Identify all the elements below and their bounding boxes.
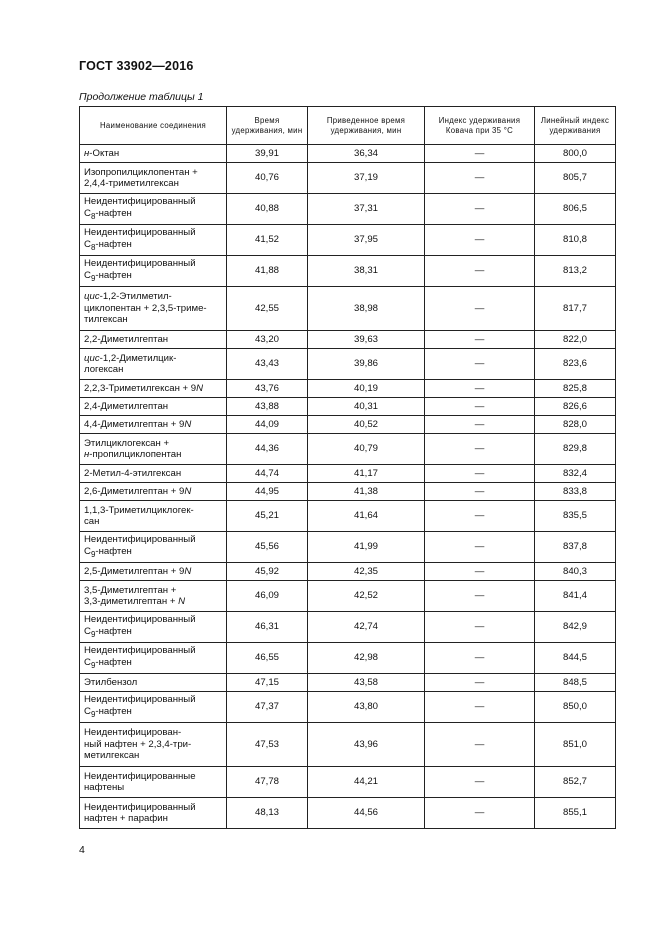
cell-kovats-index: — xyxy=(425,501,535,532)
table-row xyxy=(80,163,616,194)
cell-kovats-index: — xyxy=(425,692,535,723)
cell-kovats-index: — xyxy=(425,767,535,798)
cell-reduced-time: 40,79 xyxy=(308,434,425,465)
cell-retention-time: 43,20 xyxy=(227,331,308,349)
table-caption: Продолжение таблицы 1 xyxy=(79,91,204,103)
cell-reduced-time: 41,38 xyxy=(308,483,425,501)
table-row xyxy=(80,398,616,416)
cell-linear-index: 825,8 xyxy=(535,380,616,398)
cell-linear-index: 835,5 xyxy=(535,501,616,532)
cell-retention-time: 44,95 xyxy=(227,483,308,501)
cell-kovats-index: — xyxy=(425,349,535,380)
cell-compound-name: цис-1,2-Этилметил- циклопентан + 2,3,5-триме- тилгексан xyxy=(80,287,227,331)
cell-reduced-time: 42,74 xyxy=(308,612,425,643)
cell-linear-index: 829,8 xyxy=(535,434,616,465)
cell-kovats-index: — xyxy=(425,465,535,483)
cell-reduced-time: 44,21 xyxy=(308,767,425,798)
cell-reduced-time: 37,31 xyxy=(308,194,425,225)
table-row xyxy=(80,767,616,798)
table-row xyxy=(80,723,616,767)
cell-kovats-index: — xyxy=(425,643,535,674)
cell-reduced-time: 41,99 xyxy=(308,532,425,563)
cell-linear-index: 850,0 xyxy=(535,692,616,723)
cell-reduced-time: 37,19 xyxy=(308,163,425,194)
cell-compound-name: 2,2,3-Триметилгексан + 9N xyxy=(80,380,227,398)
cell-compound-name: 2,2-Диметилгептан xyxy=(80,331,227,349)
cell-linear-index: 810,8 xyxy=(535,225,616,256)
cell-kovats-index: — xyxy=(425,163,535,194)
cell-compound-name: н-Октан xyxy=(80,145,227,163)
cell-reduced-time: 41,64 xyxy=(308,501,425,532)
cell-compound-name: 4,4-Диметилгептан + 9N xyxy=(80,416,227,434)
cell-retention-time: 39,91 xyxy=(227,145,308,163)
table-row xyxy=(80,349,616,380)
cell-compound-name: Неидентифицированный $C_9$-нафтен xyxy=(80,532,227,563)
cell-retention-time: 42,55 xyxy=(227,287,308,331)
cell-reduced-time: 37,95 xyxy=(308,225,425,256)
cell-retention-time: 43,88 xyxy=(227,398,308,416)
table-row xyxy=(80,501,616,532)
table-body xyxy=(80,145,616,829)
cell-retention-time: 48,13 xyxy=(227,798,308,829)
cell-reduced-time: 39,63 xyxy=(308,331,425,349)
document-title: ГОСТ 33902—2016 xyxy=(79,59,194,73)
cell-linear-index: 806,5 xyxy=(535,194,616,225)
cell-linear-index: 817,7 xyxy=(535,287,616,331)
cell-linear-index: 828,0 xyxy=(535,416,616,434)
cell-kovats-index: — xyxy=(425,723,535,767)
cell-linear-index: 822,0 xyxy=(535,331,616,349)
cell-compound-name: Изопропилциклопентан + 2,4,4-триметилгексан xyxy=(80,163,227,194)
col-header-kovats-index: Индекс удерживания Ковача при 35 °С xyxy=(425,107,535,145)
cell-compound-name: Этилбензол xyxy=(80,674,227,692)
cell-retention-time: 40,88 xyxy=(227,194,308,225)
table-row xyxy=(80,331,616,349)
cell-retention-time: 45,21 xyxy=(227,501,308,532)
cell-retention-time: 46,31 xyxy=(227,612,308,643)
cell-compound-name: Неидентифицированный $C_9$-нафтен xyxy=(80,643,227,674)
cell-linear-index: 833,8 xyxy=(535,483,616,501)
cell-compound-name: 1,1,3-Триметилциклогек- сан xyxy=(80,501,227,532)
table-row xyxy=(80,612,616,643)
cell-reduced-time: 43,80 xyxy=(308,692,425,723)
cell-linear-index: 826,6 xyxy=(535,398,616,416)
cell-kovats-index: — xyxy=(425,416,535,434)
cell-kovats-index: — xyxy=(425,798,535,829)
cell-reduced-time: 41,17 xyxy=(308,465,425,483)
table-row xyxy=(80,798,616,829)
table-row xyxy=(80,465,616,483)
cell-retention-time: 47,78 xyxy=(227,767,308,798)
table-row xyxy=(80,563,616,581)
cell-compound-name: Неидентифицирован- ный нафтен + 2,3,4-три- метилгексан xyxy=(80,723,227,767)
cell-linear-index: 844,5 xyxy=(535,643,616,674)
cell-kovats-index: — xyxy=(425,581,535,612)
cell-reduced-time: 38,98 xyxy=(308,287,425,331)
cell-linear-index: 813,2 xyxy=(535,256,616,287)
table-row xyxy=(80,416,616,434)
cell-retention-time: 47,53 xyxy=(227,723,308,767)
col-header-reduced-time: Приведенное время удерживания, мин xyxy=(308,107,425,145)
cell-retention-time: 41,88 xyxy=(227,256,308,287)
table-row xyxy=(80,581,616,612)
cell-compound-name: Неидентифицированный $C_9$-нафтен xyxy=(80,612,227,643)
cell-reduced-time: 40,19 xyxy=(308,380,425,398)
cell-retention-time: 47,15 xyxy=(227,674,308,692)
cell-linear-index: 823,6 xyxy=(535,349,616,380)
table-row xyxy=(80,145,616,163)
table-row xyxy=(80,287,616,331)
cell-reduced-time: 42,52 xyxy=(308,581,425,612)
table-row xyxy=(80,256,616,287)
cell-kovats-index: — xyxy=(425,145,535,163)
cell-compound-name: Неидентифицированный $C_9$-нафтен xyxy=(80,692,227,723)
table-row xyxy=(80,643,616,674)
cell-linear-index: 842,9 xyxy=(535,612,616,643)
cell-kovats-index: — xyxy=(425,612,535,643)
cell-kovats-index: — xyxy=(425,256,535,287)
cell-compound-name: Неидентифицированный $C_9$-нафтен xyxy=(80,256,227,287)
cell-compound-name: Неидентифицированный $C_8$-нафтен xyxy=(80,194,227,225)
cell-kovats-index: — xyxy=(425,434,535,465)
cell-reduced-time: 43,58 xyxy=(308,674,425,692)
table-row xyxy=(80,532,616,563)
table-row xyxy=(80,380,616,398)
cell-compound-name: 3,5-Диметилгептан + 3,3-диметилгептан + N xyxy=(80,581,227,612)
cell-linear-index: 832,4 xyxy=(535,465,616,483)
cell-reduced-time: 42,35 xyxy=(308,563,425,581)
page-number: 4 xyxy=(79,844,85,856)
table-row xyxy=(80,674,616,692)
cell-compound-name: Этилциклогексан + н-пропилциклопентан xyxy=(80,434,227,465)
cell-retention-time: 44,74 xyxy=(227,465,308,483)
cell-compound-name: цис-1,2-Диметилцик- логексан xyxy=(80,349,227,380)
cell-reduced-time: 38,31 xyxy=(308,256,425,287)
table-row xyxy=(80,434,616,465)
cell-linear-index: 841,4 xyxy=(535,581,616,612)
cell-reduced-time: 36,34 xyxy=(308,145,425,163)
cell-reduced-time: 42,98 xyxy=(308,643,425,674)
cell-kovats-index: — xyxy=(425,674,535,692)
cell-linear-index: 855,1 xyxy=(535,798,616,829)
cell-retention-time: 43,43 xyxy=(227,349,308,380)
cell-linear-index: 851,0 xyxy=(535,723,616,767)
cell-compound-name: 2,5-Диметилгептан + 9N xyxy=(80,563,227,581)
cell-retention-time: 45,92 xyxy=(227,563,308,581)
cell-retention-time: 44,36 xyxy=(227,434,308,465)
cell-retention-time: 46,55 xyxy=(227,643,308,674)
cell-retention-time: 46,09 xyxy=(227,581,308,612)
cell-retention-time: 44,09 xyxy=(227,416,308,434)
cell-reduced-time: 40,52 xyxy=(308,416,425,434)
cell-kovats-index: — xyxy=(425,398,535,416)
cell-compound-name: 2-Метил-4-этилгексан xyxy=(80,465,227,483)
col-header-linear-index: Линейный индекс удерживания xyxy=(535,107,616,145)
cell-kovats-index: — xyxy=(425,225,535,256)
cell-linear-index: 837,8 xyxy=(535,532,616,563)
cell-kovats-index: — xyxy=(425,194,535,225)
cell-retention-time: 43,76 xyxy=(227,380,308,398)
cell-reduced-time: 43,96 xyxy=(308,723,425,767)
cell-linear-index: 840,3 xyxy=(535,563,616,581)
cell-retention-time: 40,76 xyxy=(227,163,308,194)
cell-retention-time: 47,37 xyxy=(227,692,308,723)
table-row xyxy=(80,225,616,256)
cell-reduced-time: 40,31 xyxy=(308,398,425,416)
cell-linear-index: 805,7 xyxy=(535,163,616,194)
cell-compound-name: Неидентифицированные нафтены xyxy=(80,767,227,798)
table-row xyxy=(80,483,616,501)
cell-kovats-index: — xyxy=(425,380,535,398)
cell-compound-name: 2,4-Диметилгептан xyxy=(80,398,227,416)
cell-kovats-index: — xyxy=(425,483,535,501)
cell-compound-name: Неидентифицированный $C_8$-нафтен xyxy=(80,225,227,256)
cell-kovats-index: — xyxy=(425,287,535,331)
col-header-name: Наименование соединения xyxy=(80,107,227,145)
cell-linear-index: 848,5 xyxy=(535,674,616,692)
col-header-retention-time: Время удерживания, мин xyxy=(227,107,308,145)
table-row xyxy=(80,194,616,225)
cell-compound-name: Неидентифицированный нафтен + парафин xyxy=(80,798,227,829)
cell-retention-time: 45,56 xyxy=(227,532,308,563)
cell-linear-index: 852,7 xyxy=(535,767,616,798)
cell-retention-time: 41,52 xyxy=(227,225,308,256)
table-header-row xyxy=(80,107,616,145)
cell-kovats-index: — xyxy=(425,532,535,563)
cell-reduced-time: 44,56 xyxy=(308,798,425,829)
cell-kovats-index: — xyxy=(425,563,535,581)
table-row xyxy=(80,692,616,723)
cell-linear-index: 800,0 xyxy=(535,145,616,163)
cell-reduced-time: 39,86 xyxy=(308,349,425,380)
compounds-table xyxy=(79,106,616,829)
cell-kovats-index: — xyxy=(425,331,535,349)
cell-compound-name: 2,6-Диметилгептан + 9N xyxy=(80,483,227,501)
